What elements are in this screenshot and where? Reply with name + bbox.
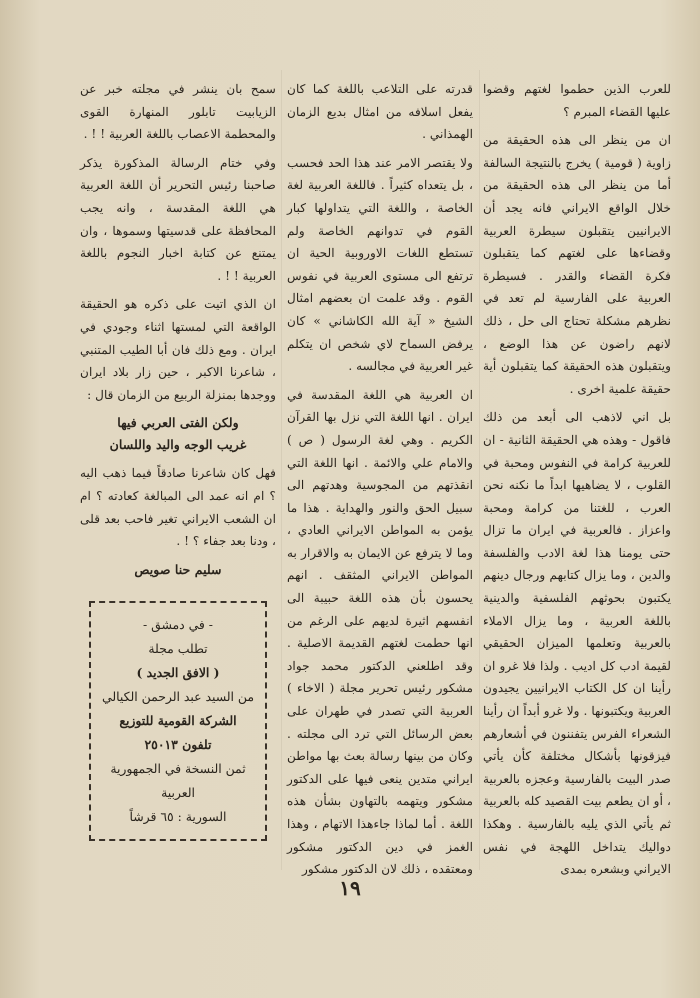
- ad-phone: تلفون ٢٥٠١٣: [144, 737, 212, 753]
- paragraph: ان الذي اتيت على ذكره هو الحقيقة الواقعة التي لمستها اثناء وجودي في ايران . ومع ذلك فان أبا الطيب المتنبي ، شاعرنا الاكبر ، حين زار بلاد ايران ووجدها بمنزلة الربيع من الزمان قال :: [80, 297, 276, 402]
- column-gutter: [281, 70, 282, 870]
- verse-line: غريب الوجه واليد واللسان: [109, 437, 247, 453]
- ad-from: من السيد عبد الرحمن الكيالي: [102, 689, 254, 705]
- ad-price-line: ثمن النسخة في الجمهورية العربية: [110, 761, 246, 801]
- paragraph: ان العربية هي اللغة المقدسة في ايران . انها اللغة التي نزل بها القرآن الكريم . وهي لغة الرسول ( ص ) والامام علي والائمة . انها اللغة التي انقذتهم من المجوسية وهدتهم الى سبيل الحق والنور والهداية . هذا ما يؤمن به المواطن الايراني العادي ، وما لا يترفع عن الايمان به والاقرار به المواطن الايراني المثقف . انهم يحسون بأن هذه اللغة حبيبة الى انفسهم اثيرة لديهم على الرغم من انها حطمت لغتهم القديمة الاصلية . وقد اطلعني الدكتور محمد جواد مشكور رئيس تحرير مجلة ( الاخاء ) العربية التي تصدر في طهران على بعض الرسائل التي ترد الى مجلته . وكان من بينها رسالة بعث بها مواطن ايراني متدين ينعى فيها على الدكتور مشكور ويتهمه بالتهاون بشأن هذه اللغة . أما لماذا جاءهذا الاتهام ، وهذا الغمز في دين الدكتور مشكور ومعتقده ، ذلك لان الدكتور مشكور: [287, 387, 473, 877]
- advertisement-box: [89, 601, 267, 841]
- ad-request: تطلب مجلة: [148, 641, 208, 657]
- poem-verse: [80, 412, 276, 456]
- ad-distributor: الشركة القومية للتوزيع: [119, 713, 237, 729]
- paragraph: ان من ينظر الى هذه الحقيقة من زاوية ( قومية ) يخرج بالنتيجة السالفة أما من ينظر الى هذه الحقيقة من خلال الواقع الايراني فانه يجد أن الايرانيين يتقبلون سيطرة العربية وقضاءها على لغتهم كما يتقبلون فكرة القضاء والقدر . فسيطرة العربية على الفارسية لم تعد في نظرهم مشكلة تحتاج الى حل ، ذلك لانهم راضون عن هذا الوضع ، ويتقبلون هذه الحقيقة كما يتقبلون أية حقيقة علمية اخرى .: [483, 133, 671, 396]
- ad-magazine-name: ( الافق الجديد ): [136, 665, 220, 681]
- ad-price-line: السورية : ٦٥ قرشاً: [129, 809, 227, 825]
- verse-line: ولكن الفتى العربي فيها: [117, 415, 239, 431]
- ad-city: - في دمشق -: [143, 617, 213, 633]
- author-signature: سليم حنا صويص: [134, 561, 222, 577]
- paragraph: وفي ختام الرسالة المذكورة يذكر صاحبنا رئيس التحرير أن اللغة العربية هي اللغة المقدسة ، وانه يجب المحافظة على قدسيتها وسموها ، وان يمتنع عن كتابة اخبار النجوم باللغة العربية ! ! .: [80, 155, 276, 283]
- paragraph: سمح بان ينشر في مجلته خبر عن الزيابيت تابلور المنهارة القوى والمحطمة الاعصاب باللغة العربية ! ! .: [80, 82, 276, 142]
- column-gutter: [479, 70, 480, 870]
- article-column-right: [483, 78, 671, 887]
- paragraph: فهل كان شاعرنا صادقاً فيما ذهب اليه ؟ ام انه عمد الى المبالغة كعادته ؟ ام ان الشعب الايراني تغير فاحب بعد قلى ، ودنا بعد جفاء ؟ ! .: [80, 466, 276, 549]
- paragraph: ولا يقتصر الامر عند هذا الحد فحسب ، بل يتعداه كثيراً . فاللغة العربية لغة الخاصة ، واللغة التي يتداولها كبار القوم في تدوانهم الخاصة ولم تستطع اللغات الاوروبية الحية ان ترتفع الى مستوى العربية في نفوس القوم . وقد علمت ان بعضهم امثال الشيخ « آية الله الكاشاني » كان يرفض السماح لاي شخص ان يتكلم غير العربية في مجالسه .: [287, 155, 473, 374]
- page-number: ١٩: [339, 876, 361, 900]
- paragraph: قدرته على التلاعب باللغة كما كان يفعل اسلافه من امثال بديع الزمان الهمذاني .: [287, 82, 473, 142]
- paragraph: بل اني لاذهب الى أبعد من ذلك فاقول - وهذه هي الحقيقة الثانية - ان للعربية كرامة في النفوس ومحبة في القلوب ، لا يضاهيها ابداً ما نكنه نحن العرب ، للغتنا من كرامة ومحبة واعزاز . فالعربية في ايران ما تزال حتى يومنا هذا لغة الادب والفلسفة والدين ، وما يزال كتابهم ورجال دينهم يكتبون بحوثهم الفلسفية والدينية باللغة العربية ، وما يزال الاملاء بالعربية وتعلمها الميزان الحقيقي لقيمة ادب كل اديب . ولذا فلا غرو ان رأينا ان كل الكتاب الايرانيين يجيدون العربية ويكتبونها . ولا غرو أبداً ان رأينا الشعراء الفرس يتفننون في أشعارهم فيزقونها بأشكال مختلفة كأن يأتي صدر البيت بالفارسية وعجزه بالعربية ، أو ان يطعم بيت القصيد كله بالعربية ثم يأتي الذي يليه بالفارسية . وهكذا دواليك يتداخل اللهجة في نفس الايراني وبشعره بمدى: [483, 410, 671, 877]
- article-column-middle: [287, 78, 473, 887]
- article-column-left: [80, 78, 276, 841]
- paragraph: للعرب الذين حطموا لغتهم وقضوا عليها القضاء المبرم ؟: [483, 82, 671, 119]
